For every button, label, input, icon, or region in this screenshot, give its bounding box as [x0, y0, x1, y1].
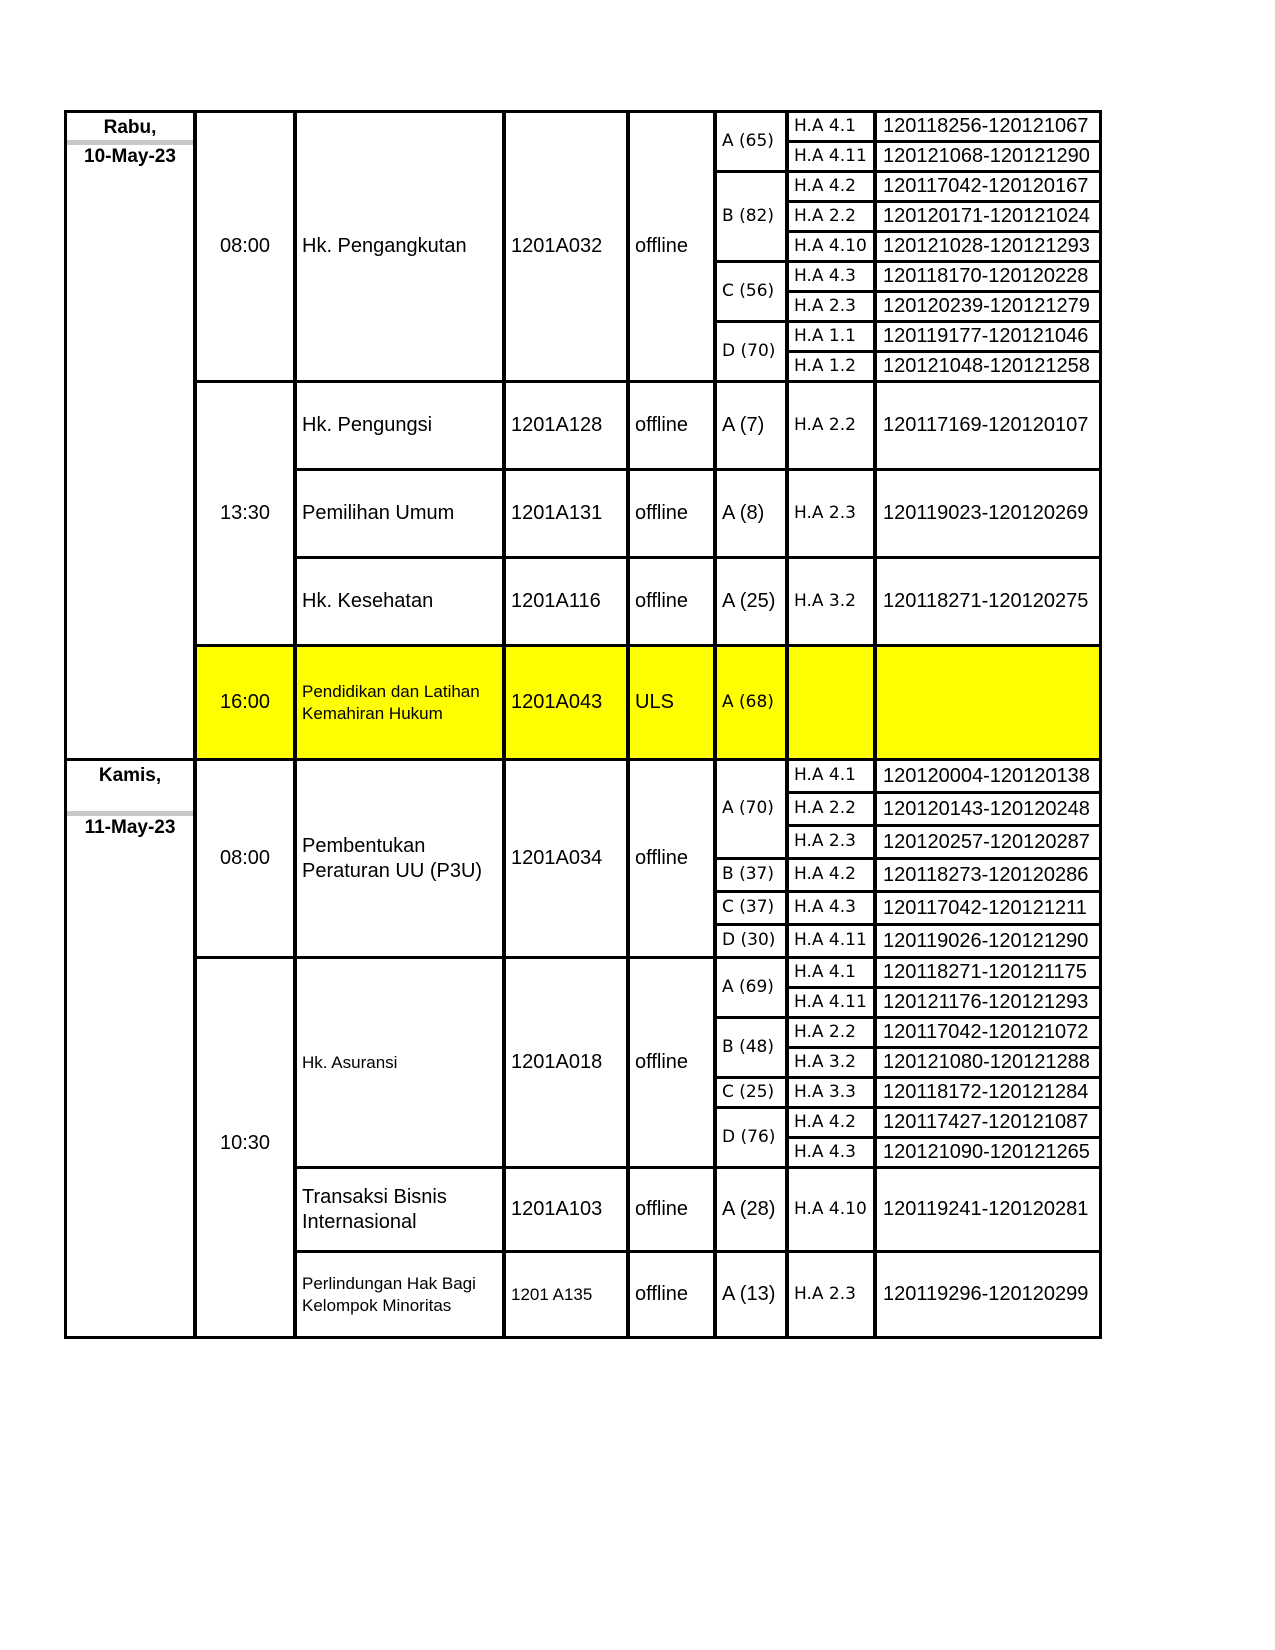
room-cell-text: H.A 4.10 — [794, 235, 867, 256]
class-group-cell — [714, 260, 788, 323]
student-id-range-cell — [874, 956, 1102, 989]
day-separator — [67, 140, 193, 145]
room-cell-text: H.A 2.3 — [794, 295, 856, 316]
student-id-range-cell-text: 120120171-120121024 — [883, 205, 1090, 227]
class-group-cell-text: C (25) — [722, 1081, 775, 1102]
course-code-cell — [503, 556, 629, 647]
class-group-cell-text: A (7) — [722, 414, 765, 436]
course-code-cell — [503, 644, 629, 761]
room-cell — [786, 758, 876, 794]
exam-mode-cell-text: offline — [635, 847, 689, 869]
room-cell — [786, 110, 876, 143]
student-id-range-cell-text: 120120004-120120138 — [883, 764, 1090, 787]
room-cell — [786, 170, 876, 203]
room-cell-text: H.A 2.2 — [794, 205, 856, 226]
course-name-cell — [294, 644, 505, 761]
room-cell — [786, 230, 876, 263]
room-cell — [786, 956, 876, 989]
student-id-range-cell — [874, 290, 1102, 323]
day-cell — [64, 758, 196, 1339]
exam-mode-cell-text: offline — [635, 1198, 689, 1220]
room-cell-text: H.A 2.2 — [794, 414, 856, 435]
student-id-range-cell-text: 120121080-120121288 — [883, 1051, 1090, 1073]
course-name-cell — [294, 110, 505, 383]
course-name-cell — [294, 758, 505, 959]
student-id-range-cell — [874, 890, 1102, 926]
room-cell — [786, 200, 876, 233]
course-code-cell-text: 1201A018 — [511, 1051, 603, 1073]
student-id-range-cell — [874, 110, 1102, 143]
room-cell-text: H.A 2.3 — [794, 502, 856, 523]
course-name-cell-text: Hk. Kesehatan — [302, 590, 434, 612]
room-cell — [786, 260, 876, 293]
room-cell-text: H.A 2.2 — [794, 798, 856, 819]
exam-mode-cell — [627, 110, 716, 383]
exam-mode-cell — [627, 1166, 716, 1253]
room-cell-text: H.A 1.1 — [794, 325, 856, 346]
student-id-range-cell-text: 120119026-120121290 — [883, 929, 1089, 952]
class-group-cell-text: A (70) — [722, 798, 774, 819]
room-cell — [786, 791, 876, 827]
class-group-cell — [714, 110, 788, 173]
class-group-cell-text: C (56) — [722, 280, 775, 301]
day-separator — [67, 811, 193, 816]
room-cell-text: H.A 4.10 — [794, 1198, 867, 1219]
room-cell-text: H.A 3.3 — [794, 1081, 856, 1102]
class-group-cell — [714, 320, 788, 383]
student-id-range-cell-text: 120120143-120120248 — [883, 797, 1090, 820]
exam-mode-cell-text: offline — [635, 235, 689, 257]
course-name-cell — [294, 1166, 505, 1253]
class-group-cell-text: A (69) — [722, 976, 774, 997]
room-cell — [786, 890, 876, 926]
date-label: 11-May-23 — [84, 817, 176, 838]
student-id-range-cell — [874, 1016, 1102, 1049]
time-cell-text: 16:00 — [219, 691, 271, 713]
room-cell — [786, 1106, 876, 1139]
student-id-range-cell-text: 120121048-120121258 — [883, 355, 1090, 377]
class-group-cell-text: A (8) — [722, 502, 765, 524]
class-group-cell-text: A (68) — [722, 691, 774, 712]
exam-mode-cell-text: offline — [635, 502, 689, 524]
course-name-cell-text: Perlindungan Hak Bagi Kelompok Minoritas — [302, 1274, 476, 1315]
room-cell-text: H.A 3.2 — [794, 1051, 856, 1072]
course-name-cell — [294, 556, 505, 647]
time-cell — [194, 110, 296, 383]
class-group-cell-text: C (37) — [722, 897, 775, 918]
course-code-cell-text: 1201A034 — [511, 847, 603, 869]
room-cell-text: H.A 4.2 — [794, 864, 856, 885]
room-cell-text: H.A 4.11 — [794, 991, 867, 1012]
room-cell-text: H.A 3.2 — [794, 590, 856, 611]
student-id-range-cell — [874, 140, 1102, 173]
student-id-range-cell — [874, 1076, 1102, 1109]
class-group-cell — [714, 857, 788, 893]
student-id-range-cell — [874, 1106, 1102, 1139]
class-group-cell — [714, 380, 788, 471]
class-group-cell — [714, 170, 788, 263]
course-name-cell-text: Hk. Pengangkutan — [302, 235, 467, 257]
student-id-range-cell-text: 120118172-120121284 — [883, 1081, 1089, 1103]
room-cell-text: H.A 2.2 — [794, 1021, 856, 1042]
student-id-range-cell-text: 120118271-120121175 — [883, 961, 1087, 983]
course-code-cell — [503, 956, 629, 1169]
room-cell — [786, 1166, 876, 1253]
student-id-range-cell — [874, 468, 1102, 559]
exam-mode-cell — [627, 468, 716, 559]
student-id-range-cell-text: 120119177-120121046 — [883, 325, 1089, 347]
student-id-range-cell-text: 120118273-120120286 — [883, 863, 1089, 886]
course-code-cell — [503, 380, 629, 471]
class-group-cell — [714, 1076, 788, 1109]
student-id-range-cell — [874, 1136, 1102, 1169]
exam-mode-cell-text: ULS — [635, 691, 674, 713]
date-label: 10-May-23 — [84, 146, 176, 167]
room-cell — [786, 923, 876, 959]
time-cell — [194, 758, 296, 959]
student-id-range-cell — [874, 824, 1102, 860]
room-cell-text: H.A 4.3 — [794, 1141, 856, 1162]
course-name-cell — [294, 956, 505, 1169]
exam-mode-cell — [627, 1250, 716, 1339]
room-cell — [786, 1136, 876, 1169]
room-cell-text: H.A 4.1 — [794, 765, 856, 786]
student-id-range-cell-text: 120117042-120121211 — [883, 896, 1087, 919]
class-group-cell-text: D (76) — [722, 1126, 776, 1147]
student-id-range-cell-text: 120121068-120121290 — [883, 145, 1090, 167]
student-id-range-cell — [874, 200, 1102, 233]
student-id-range-cell — [874, 320, 1102, 353]
student-id-range-cell-text: 120119241-120120281 — [883, 1198, 1089, 1220]
weekday-label: Rabu, — [103, 117, 157, 138]
class-group-cell — [714, 923, 788, 959]
course-code-cell — [503, 110, 629, 383]
class-group-cell — [714, 1016, 788, 1079]
course-name-cell — [294, 468, 505, 559]
student-id-range-cell-text: 120119296-120120299 — [883, 1283, 1089, 1305]
student-id-range-cell — [874, 1166, 1102, 1253]
course-code-cell-text: 1201A116 — [511, 590, 601, 612]
room-cell — [786, 1076, 876, 1109]
room-cell-text: H.A 4.2 — [794, 175, 856, 196]
time-cell-text: 08:00 — [219, 847, 271, 869]
time-cell-text: 10:30 — [219, 1132, 271, 1154]
student-id-range-cell — [874, 1250, 1102, 1339]
student-id-range-cell — [874, 1046, 1102, 1079]
room-cell — [786, 350, 876, 383]
course-name-cell-text: Pemilihan Umum — [302, 502, 455, 524]
course-code-cell-text: 1201 A135 — [511, 1284, 593, 1304]
course-code-cell — [503, 1250, 629, 1339]
course-code-cell-text: 1201A128 — [511, 414, 603, 436]
class-group-cell-text: A (13) — [722, 1283, 776, 1305]
room-cell-text: H.A 4.11 — [794, 930, 867, 951]
exam-mode-cell — [627, 556, 716, 647]
student-id-range-cell — [874, 556, 1102, 647]
room-cell-text: H.A 4.3 — [794, 265, 856, 286]
student-id-range-cell-text: 120120239-120121279 — [883, 295, 1090, 317]
exam-mode-cell — [627, 644, 716, 761]
room-cell — [786, 857, 876, 893]
room-cell-text: H.A 2.3 — [794, 1283, 856, 1304]
class-group-cell-text: A (28) — [722, 1198, 776, 1220]
room-cell — [786, 380, 876, 471]
student-id-range-cell-text: 120117169-120120107 — [883, 414, 1089, 436]
room-cell-text: H.A 4.1 — [794, 961, 856, 982]
course-name-cell — [294, 380, 505, 471]
day-cell — [64, 110, 196, 761]
course-name-cell-text: Transaksi Bisnis Internasional — [302, 1185, 447, 1233]
student-id-range-cell-text: 120120257-120120287 — [883, 830, 1090, 853]
student-id-range-cell — [874, 230, 1102, 263]
room-cell-text: H.A 4.11 — [794, 145, 867, 166]
time-cell-text: 13:30 — [219, 502, 271, 524]
room-cell — [786, 1250, 876, 1339]
course-code-cell-text: 1201A131 — [511, 502, 603, 524]
class-group-cell-text: A (25) — [722, 590, 776, 612]
student-id-range-cell-text: 120117042-120120167 — [883, 175, 1089, 197]
class-group-cell — [714, 644, 788, 761]
exam-mode-cell — [627, 380, 716, 471]
student-id-range-cell — [874, 857, 1102, 893]
student-id-range-cell — [874, 923, 1102, 959]
class-group-cell — [714, 890, 788, 926]
course-code-cell — [503, 468, 629, 559]
class-group-cell — [714, 1166, 788, 1253]
exam-mode-cell-text: offline — [635, 590, 689, 612]
room-cell-text: H.A 4.3 — [794, 897, 856, 918]
class-group-cell-text: D (70) — [722, 340, 776, 361]
class-group-cell-text: B (82) — [722, 205, 774, 226]
student-id-range-cell-text: 120117427-120121087 — [883, 1111, 1089, 1133]
student-id-range-cell-text: 120121028-120121293 — [883, 235, 1090, 257]
room-cell-text: H.A 4.2 — [794, 1111, 856, 1132]
room-cell — [786, 320, 876, 353]
time-cell — [194, 956, 296, 1339]
course-code-cell — [503, 758, 629, 959]
student-id-range-cell-text: 120118170-120120228 — [883, 265, 1089, 287]
student-id-range-cell — [874, 758, 1102, 794]
student-id-range-cell-text: 120121176-120121293 — [883, 991, 1089, 1013]
student-id-range-cell — [874, 350, 1102, 383]
course-name-cell-text: Pembentukan Peraturan UU (P3U) — [302, 834, 483, 882]
course-name-cell-text: Pendidikan dan Latihan Kemahiran Hukum — [302, 682, 480, 723]
room-cell — [786, 1046, 876, 1079]
course-code-cell-text: 1201A043 — [511, 691, 603, 713]
student-id-range-cell — [874, 791, 1102, 827]
student-id-range-cell — [874, 170, 1102, 203]
student-id-range-cell-text: 120117042-120121072 — [883, 1021, 1089, 1043]
course-code-cell-text: 1201A032 — [511, 235, 603, 257]
room-cell — [786, 290, 876, 323]
student-id-range-cell-text: 120119023-120120269 — [883, 502, 1089, 524]
class-group-cell — [714, 556, 788, 647]
exam-schedule-table — [64, 110, 1154, 1384]
time-cell — [194, 380, 296, 647]
room-cell — [786, 468, 876, 559]
class-group-cell — [714, 758, 788, 860]
exam-mode-cell — [627, 956, 716, 1169]
course-code-cell-text: 1201A103 — [511, 1198, 603, 1220]
room-cell — [786, 1016, 876, 1049]
room-cell — [786, 986, 876, 1019]
time-cell — [194, 644, 296, 761]
class-group-cell-text: D (30) — [722, 930, 776, 951]
time-cell-text: 08:00 — [219, 235, 271, 257]
student-id-range-cell-text: 120118271-120120275 — [883, 590, 1089, 612]
student-id-range-cell — [874, 644, 1102, 761]
exam-mode-cell-text: offline — [635, 1051, 689, 1073]
class-group-cell — [714, 1250, 788, 1339]
student-id-range-cell — [874, 380, 1102, 471]
student-id-range-cell-text: 120121090-120121265 — [883, 1141, 1090, 1163]
room-cell-text: H.A 2.3 — [794, 831, 856, 852]
room-cell — [786, 824, 876, 860]
class-group-cell-text: B (48) — [722, 1036, 774, 1057]
student-id-range-cell — [874, 986, 1102, 1019]
room-cell — [786, 556, 876, 647]
student-id-range-cell — [874, 260, 1102, 293]
course-name-cell-text: Hk. Asuransi — [302, 1052, 398, 1072]
class-group-cell — [714, 1106, 788, 1169]
room-cell — [786, 644, 876, 761]
exam-mode-cell — [627, 758, 716, 959]
course-name-cell-text: Hk. Pengungsi — [302, 414, 433, 436]
room-cell-text: H.A 1.2 — [794, 355, 856, 376]
room-cell — [786, 140, 876, 173]
class-group-cell-text: A (65) — [722, 130, 774, 151]
class-group-cell-text: B (37) — [722, 864, 774, 885]
room-cell-text: H.A 4.1 — [794, 115, 856, 136]
student-id-range-cell-text: 120118256-120121067 — [883, 115, 1089, 137]
weekday-label: Kamis, — [98, 765, 162, 786]
class-group-cell — [714, 956, 788, 1019]
course-name-cell — [294, 1250, 505, 1339]
exam-mode-cell-text: offline — [635, 1283, 689, 1305]
exam-mode-cell-text: offline — [635, 414, 689, 436]
course-code-cell — [503, 1166, 629, 1253]
class-group-cell — [714, 468, 788, 559]
